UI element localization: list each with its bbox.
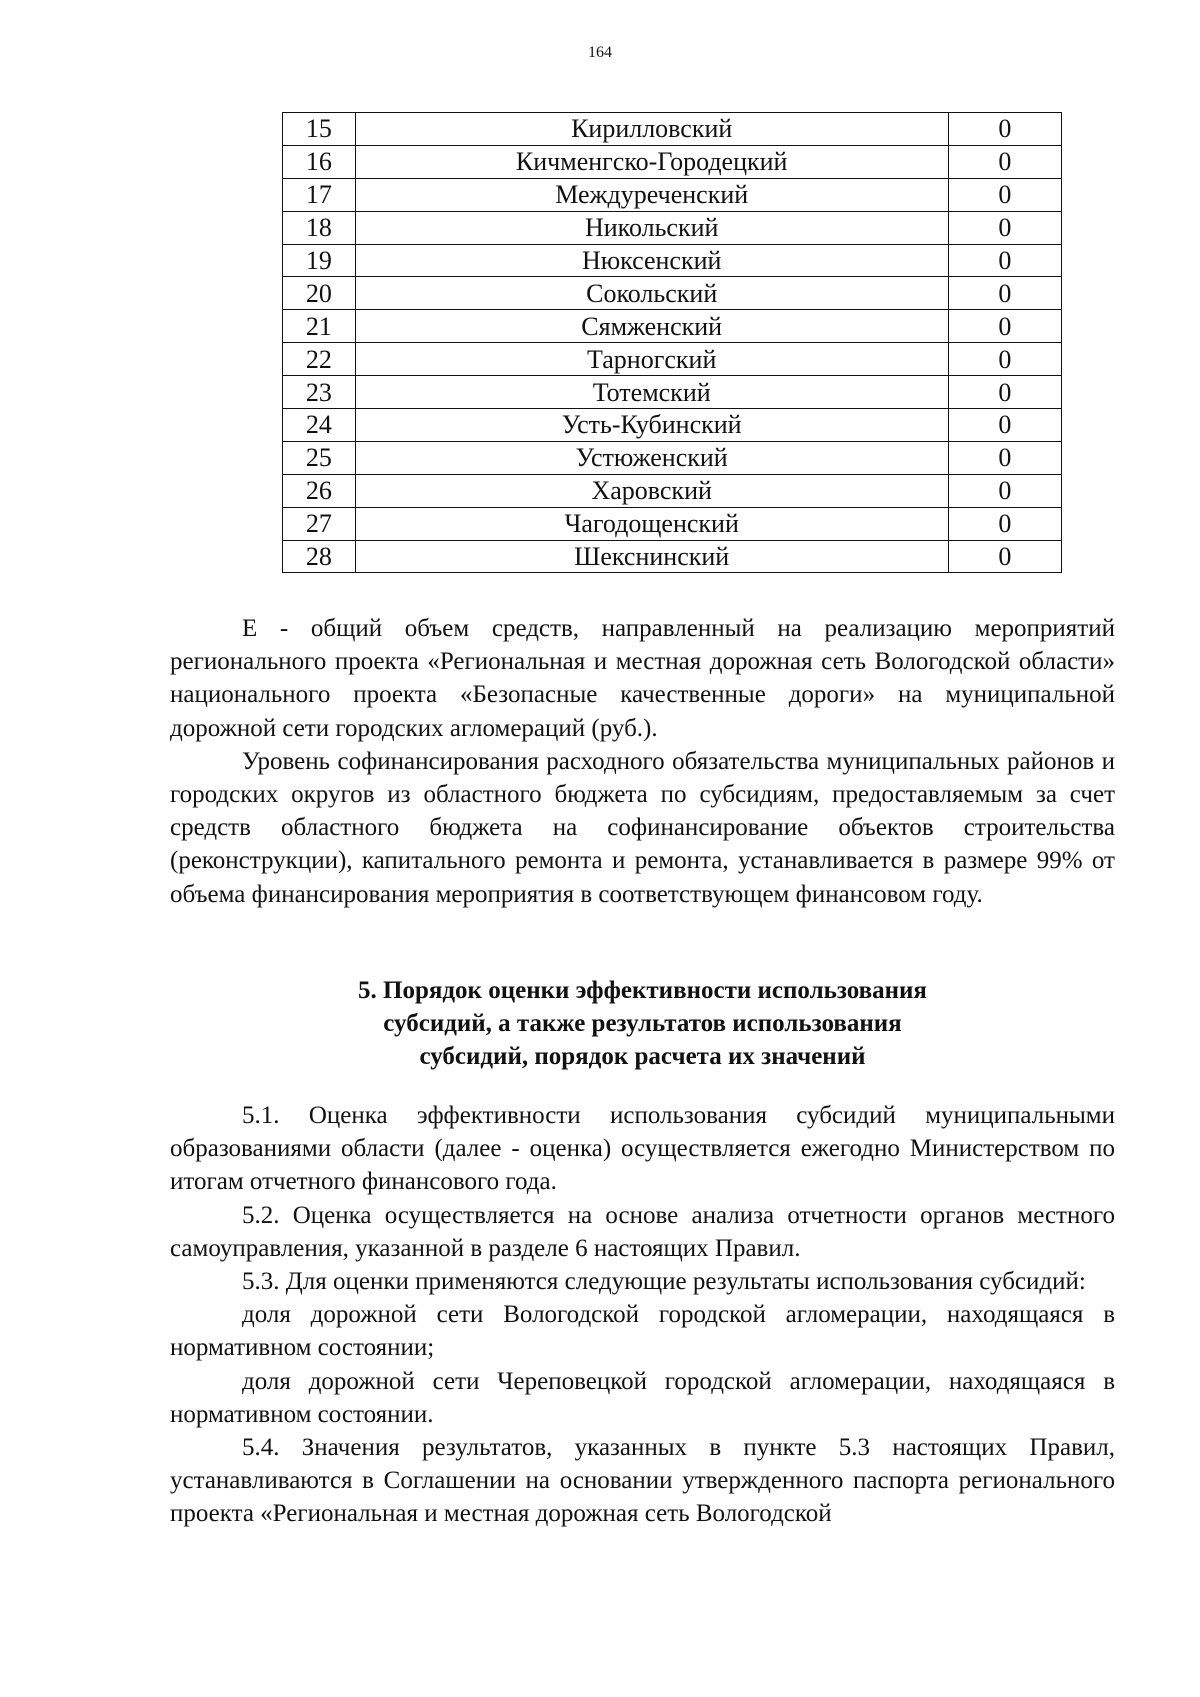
section-heading-line: 5. Порядок оценки эффективности использования <box>358 977 927 1004</box>
table-row <box>283 474 1062 507</box>
row-value: 0 <box>948 145 1061 178</box>
row-number: 18 <box>283 211 356 244</box>
table-row <box>283 310 1062 343</box>
districts-table-body <box>283 113 1062 573</box>
section-heading <box>170 974 1115 1073</box>
table-row <box>283 211 1062 244</box>
row-number: 26 <box>283 474 356 507</box>
table-row <box>283 441 1062 474</box>
paragraph-cofinancing-level: Уровень софинансирования расходного обязательства муниципальных районов и городских округов из областного бюджета по субсидиям, предоставляемым за счет средств областного бюджета на софинансирование объектов строительства (реконструкции), капитального ремонта и ремонта, устанавливается в размере 99% от объема финансирования мероприятия в соответствующем финансовом году. <box>170 747 1115 908</box>
district-name: Кичменгско-Городецкий <box>355 145 948 178</box>
district-name: Кирилловский <box>355 113 948 146</box>
paragraph-5-1: 5.1. Оценка эффективности использования субсидий муниципальными образованиями области (далее - оценка) осуществляется ежегодно Министерством по итогам отчетного финансового года. <box>170 1102 1115 1196</box>
table-row <box>283 540 1062 573</box>
district-name: Тарногский <box>355 343 948 376</box>
district-name: Сямженский <box>355 310 948 343</box>
row-value: 0 <box>948 244 1061 277</box>
district-name: Чагодощенский <box>355 507 948 540</box>
page-number: 164 <box>588 44 612 61</box>
district-name: Нюксенский <box>355 244 948 277</box>
section-heading-line: субсидий, а также результатов использования <box>383 1010 902 1037</box>
table-row <box>283 145 1062 178</box>
row-value: 0 <box>948 310 1061 343</box>
district-name: Тотемский <box>355 376 948 409</box>
table-row <box>283 113 1062 146</box>
paragraph-5-2: 5.2. Оценка осуществляется на основе анализа отчетности органов местного самоуправления, указанной в разделе 6 настоящих Правил. <box>170 1201 1115 1262</box>
row-value: 0 <box>948 507 1061 540</box>
row-number: 20 <box>283 277 356 310</box>
body-text-bottom <box>170 1099 1115 1531</box>
table-row <box>283 409 1062 442</box>
row-number: 16 <box>283 145 356 178</box>
row-value: 0 <box>948 211 1061 244</box>
row-value: 0 <box>948 441 1061 474</box>
row-number: 24 <box>283 409 356 442</box>
row-value: 0 <box>948 540 1061 573</box>
table-row <box>283 507 1062 540</box>
row-number: 21 <box>283 310 356 343</box>
paragraph-5-4: 5.4. Значения результатов, указанных в пункте 5.3 настоящих Правил, устанавливаются в Соглашении на основании утвержденного паспорта регионального проекта «Региональная и местная дорожная сеть Вологодской <box>170 1434 1115 1528</box>
row-number: 15 <box>283 113 356 146</box>
district-name: Устюженский <box>355 441 948 474</box>
row-number: 23 <box>283 376 356 409</box>
paragraph-result-cherepovets: доля дорожной сети Череповецкой городской агломерации, находящаяся в нормативном состоянии. <box>170 1367 1115 1428</box>
row-value: 0 <box>948 113 1061 146</box>
row-value: 0 <box>948 409 1061 442</box>
row-number: 27 <box>283 507 356 540</box>
row-value: 0 <box>948 474 1061 507</box>
table-row <box>283 277 1062 310</box>
row-number: 25 <box>283 441 356 474</box>
row-value: 0 <box>948 277 1061 310</box>
table-row <box>283 376 1062 409</box>
row-value: 0 <box>948 376 1061 409</box>
section-heading-line: субсидий, порядок расчета их значений <box>419 1043 866 1070</box>
row-value: 0 <box>948 178 1061 211</box>
row-number: 19 <box>283 244 356 277</box>
row-number: 28 <box>283 540 356 573</box>
table-row <box>283 178 1062 211</box>
row-value: 0 <box>948 343 1061 376</box>
row-number: 17 <box>283 178 356 211</box>
row-number: 22 <box>283 343 356 376</box>
paragraph-result-vologda: доля дорожной сети Вологодской городской агломерации, находящаяся в нормативном состоянии; <box>170 1301 1115 1362</box>
paragraph-5-3: 5.3. Для оценки применяются следующие результаты использования субсидий: <box>242 1268 1086 1296</box>
body-text-top <box>170 612 1115 911</box>
district-name: Усть-Кубинский <box>355 409 948 442</box>
table-row <box>283 244 1062 277</box>
district-name: Междуреченский <box>355 178 948 211</box>
district-name: Сокольский <box>355 277 948 310</box>
district-name: Никольский <box>355 211 948 244</box>
district-name: Харовский <box>355 474 948 507</box>
table-row <box>283 343 1062 376</box>
paragraph-e-definition: Е - общий объем средств, направленный на реализацию мероприятий регионального проекта «Региональная и местная дорожная сеть Вологодской области» национального проекта «Безопасные качественные дороги» на муниципальной дорожной сети городских агломераций (руб.). <box>170 615 1115 742</box>
districts-table <box>282 112 1062 573</box>
district-name: Шекснинский <box>355 540 948 573</box>
